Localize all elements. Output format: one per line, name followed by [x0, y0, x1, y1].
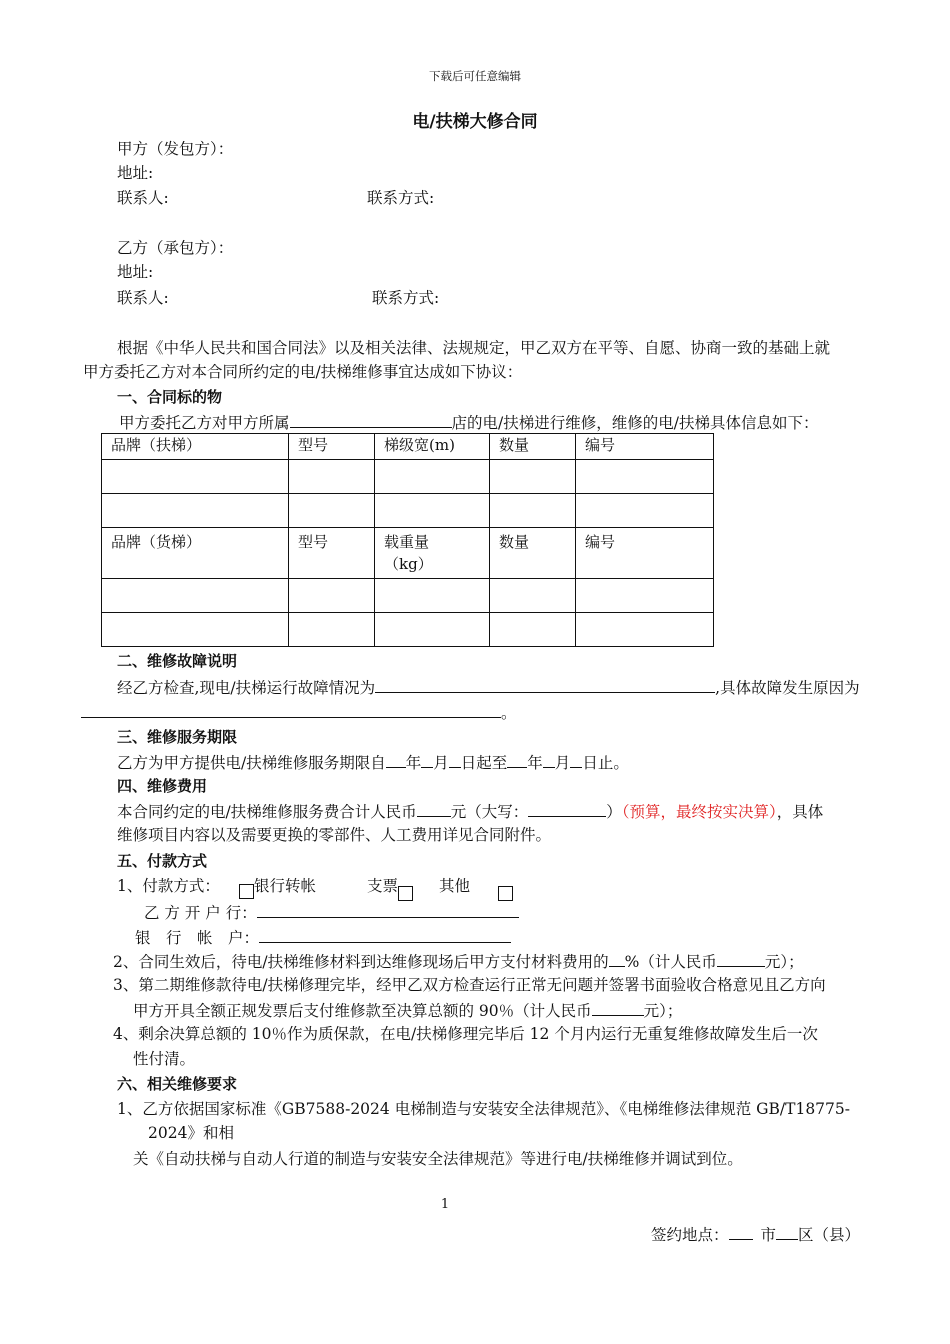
party-b-contact-method-label: 联系方式: — [372, 289, 440, 307]
table-cell[interactable] — [490, 613, 576, 647]
table-header-cell: 型号 — [289, 434, 375, 460]
table-cell[interactable] — [576, 613, 714, 647]
header-note: 下载后可任意编辑 — [429, 69, 521, 83]
cheque-option-label: 支票 — [367, 877, 399, 895]
end-year-blank[interactable] — [507, 751, 527, 768]
page-number: 1 — [440, 1197, 450, 1212]
signing-place: 签约地点： 市 区（县） — [651, 1223, 860, 1245]
table-header-cell: 数量 — [490, 434, 576, 460]
cheque-checkbox[interactable] — [398, 886, 413, 901]
payment-item-4-line-1: 4、剩余决算总额的 10％作为质保款，在电/扶梯修理完毕后 12 个月内运行无重复维修故障发生后一次 — [113, 1025, 818, 1043]
section-2-line-2: 。 — [81, 701, 517, 723]
table-cell[interactable] — [375, 494, 490, 528]
end-day-blank[interactable] — [570, 751, 582, 768]
elevator-info-table — [101, 433, 714, 647]
section-3-text: 乙方为甲方提供电/扶梯维修服务期限自 年 月 日起至 年 月 日止。 — [117, 751, 629, 773]
party-b-label: 乙方（承包方）： — [117, 239, 234, 257]
section-2-text: 经乙方检查,现电/扶梯运行故障情况为 ,具体故障发生原因为 — [117, 676, 860, 698]
second-payment-amount-blank[interactable] — [592, 999, 644, 1016]
table-cell[interactable] — [576, 579, 714, 613]
store-name-blank[interactable] — [290, 411, 452, 428]
table-header-cell: 编号 — [576, 434, 714, 460]
table-cell[interactable] — [102, 494, 289, 528]
table-header-cell: 型号 — [289, 528, 375, 579]
other-checkbox[interactable] — [498, 886, 513, 901]
table-cell[interactable] — [375, 613, 490, 647]
table-cell[interactable] — [289, 613, 375, 647]
requirement-line-2: 2024》和相 — [148, 1124, 234, 1142]
table-cell[interactable] — [375, 460, 490, 494]
start-day-blank[interactable] — [449, 751, 461, 768]
bank-account-blank[interactable] — [259, 926, 511, 943]
section-6-title: 六、相关维修要求 — [117, 1075, 238, 1093]
payment-method-label: 1、付款方式： — [117, 877, 220, 895]
table-header-cell: 梯级宽(m) — [375, 434, 490, 460]
document-title: 电/扶梯大修合同 — [412, 112, 538, 132]
table-header-cell: 品牌（扶梯） — [102, 434, 289, 460]
fee-amount-blank[interactable] — [417, 800, 451, 817]
table-header-cell: 品牌（货梯） — [102, 528, 289, 579]
budget-note: （预算，最终按实决算） — [621, 803, 777, 821]
payment-item-3-line-2: 甲方开具全额正规发票后支付维修款至决算总额的 90％（计人民币 元）； — [133, 999, 682, 1021]
party-a-contact-label: 联系人: — [117, 189, 169, 207]
city-blank[interactable] — [729, 1223, 753, 1240]
bank-name-blank[interactable] — [257, 901, 519, 918]
table-cell[interactable] — [576, 494, 714, 528]
section-4-title: 四、维修费用 — [117, 777, 208, 795]
table-cell[interactable] — [375, 579, 490, 613]
other-option-label: 其他 — [439, 877, 471, 895]
bank-account-row: 银 行 帐 户： — [135, 926, 511, 948]
table-cell[interactable] — [102, 613, 289, 647]
table-cell[interactable] — [102, 579, 289, 613]
fault-description-blank[interactable] — [375, 676, 715, 693]
section-1-text: 甲方委托乙方对甲方所属 店的电/扶梯进行维修，维修的电/扶梯具体信息如下： — [119, 411, 818, 433]
table-row — [102, 434, 714, 460]
payment-item-4-line-2: 性付清。 — [133, 1050, 196, 1068]
material-percent-blank[interactable] — [609, 950, 625, 967]
party-a-contact-method-label: 联系方式: — [367, 189, 435, 207]
table-cell[interactable] — [490, 579, 576, 613]
table-cell[interactable] — [289, 579, 375, 613]
table-row — [102, 579, 714, 613]
table-cell[interactable] — [289, 460, 375, 494]
table-header-cell: 数量 — [490, 528, 576, 579]
table-row — [102, 460, 714, 494]
section-5-title: 五、付款方式 — [117, 852, 208, 870]
party-a-address-label: 地址: — [117, 164, 154, 182]
load-unit-label: （kg） — [384, 555, 433, 573]
material-amount-blank[interactable] — [717, 950, 765, 967]
fee-amount-words-blank[interactable] — [528, 800, 606, 817]
section-2-title: 二、维修故障说明 — [117, 652, 238, 670]
requirement-line-3: 关《自动扶梯与自动人行道的制造与安装安全法律规范》等进行电/扶梯维修并调试到位。 — [133, 1150, 743, 1168]
party-b-address-label: 地址: — [117, 263, 154, 281]
table-header-cell: 编号 — [576, 528, 714, 579]
bank-transfer-option-label: 银行转帐 — [254, 877, 317, 895]
table-row — [102, 494, 714, 528]
load-label: 载重量 — [384, 533, 430, 551]
bank-transfer-checkbox[interactable] — [239, 884, 254, 899]
section-4-text: 本合同约定的电/扶梯维修服务费合计人民币 元（大写： ）（预算，最终按实决算），具体 — [117, 800, 823, 822]
fault-cause-blank[interactable] — [81, 701, 501, 718]
start-month-blank[interactable] — [421, 751, 433, 768]
section-3-title: 三、维修服务期限 — [117, 728, 238, 746]
start-year-blank[interactable] — [386, 751, 406, 768]
intro-line-1: 根据《中华人民共和国合同法》以及相关法律、法规规定，甲乙双方在平等、自愿、协商一致的基础上就 — [117, 339, 831, 357]
party-a-label: 甲方（发包方）： — [117, 140, 234, 158]
payment-item-3-line-1: 3、第二期维修款待电/扶梯修理完毕，经甲乙双方检查运行正常无问题并签署书面验收合格意见且乙方向 — [113, 976, 826, 994]
table-cell[interactable] — [576, 460, 714, 494]
table-row — [102, 613, 714, 647]
table-cell[interactable] — [102, 460, 289, 494]
table-row — [102, 528, 714, 579]
requirement-line-1: 1、乙方依据国家标准《GB7588-2024 电梯制造与安装安全法律规范》、《电梯维修法律规范 GB/T18775- — [117, 1100, 850, 1118]
section-4-line-2: 维修项目内容以及需要更换的零部件、人工费用详见合同附件。 — [117, 826, 552, 844]
end-month-blank[interactable] — [543, 751, 555, 768]
table-header-cell — [375, 528, 490, 579]
table-cell[interactable] — [490, 494, 576, 528]
party-b-contact-label: 联系人: — [117, 289, 169, 307]
section-1-title: 一、合同标的物 — [117, 388, 223, 406]
table-cell[interactable] — [490, 460, 576, 494]
district-blank[interactable] — [776, 1223, 798, 1240]
bank-name-row: 乙 方 开 户 行： — [144, 901, 519, 923]
table-cell[interactable] — [289, 494, 375, 528]
payment-item-2: 2、合同生效后，待电/扶梯维修材料到达维修现场后甲方支付材料费用的 %（计人民币 元）； — [113, 950, 804, 972]
intro-line-2: 甲方委托乙方对本合同所约定的电/扶梯维修事宜达成如下协议： — [83, 363, 523, 381]
